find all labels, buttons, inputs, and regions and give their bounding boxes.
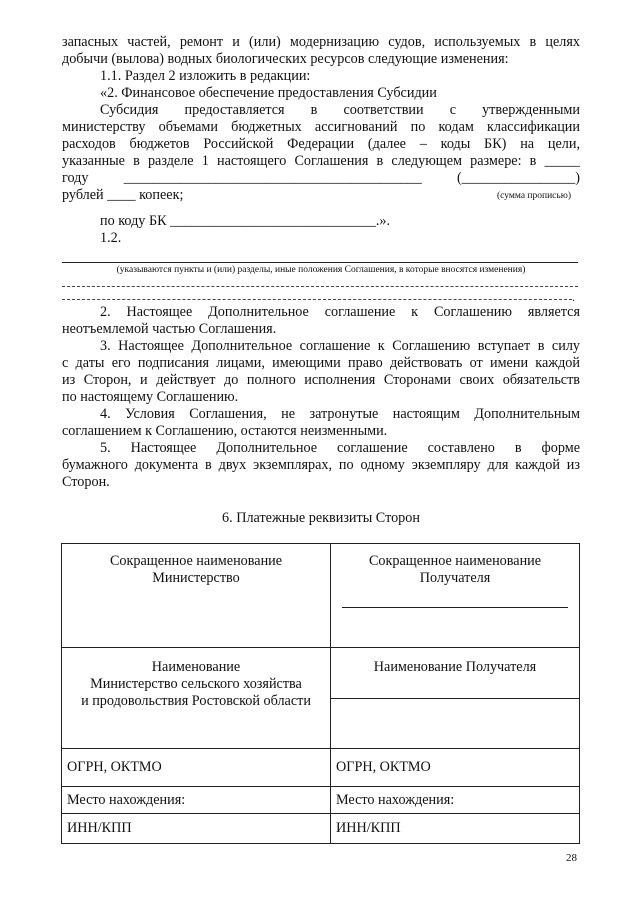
ministry-name-cell — [62, 648, 331, 749]
recipient-short-name-cell — [331, 544, 580, 648]
ogrn-oktmo-right: ОГРН, ОКТМО — [331, 749, 580, 787]
subsidy-paragraph-line: расходов бюджетов Российской Федерации (далее – коды БК) на цели, — [62, 136, 580, 152]
clause-3-line: по настоящему Соглашению. — [62, 389, 239, 405]
recipient-name-field — [331, 698, 579, 699]
ministry-name: и продовольствия Ростовской области — [81, 693, 311, 709]
table-row — [62, 544, 580, 648]
fill-in-line — [62, 286, 578, 287]
clause-4-line: 4. Условия Соглашения, не затронутые настоящим Дополнительным — [100, 406, 580, 422]
payment-details-table — [61, 543, 580, 844]
ministry-name: Министерство сельского хозяйства — [90, 676, 302, 692]
clause-1-1: 1.1. Раздел 2 изложить в редакции: — [100, 68, 311, 84]
clause-2-line: неотъемлемой частью Соглашения. — [62, 321, 277, 337]
subsidy-paragraph-line: министерству объемами бюджетных ассигнований по кодам классификации — [62, 119, 580, 135]
paragraph-intro-line: запасных частей, ремонт и (или) модернизацию судов, используемых в целях — [62, 34, 580, 50]
cell-label: Наименование — [151, 659, 241, 675]
cell-label: Получателя — [419, 570, 491, 586]
section-6-title: 6. Платежные реквизиты Сторон — [222, 510, 420, 526]
recipient-name-cell — [331, 648, 580, 749]
clause-5-line: Сторон. — [62, 474, 110, 490]
page-number: 28 — [566, 852, 577, 864]
subsidy-amount-line: году __________________________________________ (________________) — [62, 170, 580, 186]
clause-4-line: соглашением к Соглашению, остаются неизменными. — [62, 423, 388, 439]
subsidy-paragraph-line: указанные в разделе 1 настоящего Соглашения в следующем размере: в _____ — [62, 153, 580, 169]
subsidy-kopecks-line: рублей ____ копеек; — [62, 187, 184, 203]
clause-5-line: 5. Настоящее Дополнительное соглашение составлено в форме — [100, 440, 580, 456]
ministry-short-name-cell — [62, 544, 331, 648]
recipient-short-name-field — [342, 607, 568, 608]
ogrn-oktmo-left: ОГРН, ОКТМО — [62, 749, 331, 787]
clause-2-line: 2. Настоящее Дополнительное соглашение к Соглашению является — [100, 304, 580, 320]
ministry-short-name: Министерство — [152, 570, 240, 586]
cell-label: Сокращенное наименование — [109, 553, 283, 569]
fill-in-line — [62, 262, 578, 263]
cell-label: Сокращенное наименование — [368, 553, 542, 569]
location-right: Место нахождения: — [331, 787, 580, 814]
inn-kpp-left: ИНН/КПП — [62, 814, 331, 844]
table-row — [62, 787, 580, 814]
changes-note: (указываются пункты и (или) разделы, иные положения Соглашения, в которые вносятся изменения) — [116, 265, 526, 275]
clause-1-2: 1.2. — [100, 230, 122, 246]
subsidy-paragraph-line: Субсидия предоставляется в соответствии с утвержденными — [100, 102, 580, 118]
fill-in-line — [62, 299, 572, 300]
paragraph-intro-line: добычи (вылова) водных биологических ресурсов следующие изменения: — [62, 51, 509, 67]
location-left: Место нахождения: — [62, 787, 331, 814]
document-page: запасных частей, ремонт и (или) модернизацию судов, используемых в целях добычи (вылова) водных биологических ресурсов следующие изменения: 1.1. Раздел 2 изложить в редакции: «2. Финансовое обеспечение предоставления Субсидии Субсидия предоставляется в соответствии с утвержденными министерству объемами бюджетных ассигнований по кодам классификации расходов бюджетов Российской Федерации (далее – коды БК) на цели, указанные в разделе 1 настоящего Соглашения в следующем размере: в _____ году __________________________________________ (________________) рублей ____ копеек; (сумма прописью) по коду БК _____________________________.». 1.2. (указываются пункты и (или) разделы, иные положения Соглашения, в которые вносятся изменения) . 2. Настоящее Дополнительное соглашение к Соглашению является неотъемлемой частью Соглашения. 3. Настоящее Дополнительное соглашение к Соглашению вступает в силу с даты его подписания лицами, имеющими право действовать от имени каждой из Сторон, и действует до полного исполнения Сторонами своих обязательств по настоящему Соглашению. 4. Условия Соглашения, не затронутые настоящим Дополнительным соглашением к Соглашению, остаются неизменными. 5. Настоящее Дополнительное соглашение составлено в форме бумажного документа в двух экземплярах, по одному экземпляру для каждой из Сторон. 6. Платежные реквизиты Сторон Сокращенное наименование Министерство Сокращенное наименование Получателя Наименование Министерство сельского хозяйства и продовольствия Ростовской области Наименование Получателя ОГРН, ОКТМО ОГРН, ОКТМО Место нахождения: Место нахождения: ИНН/КПП ИНН/КПП 28 — [62, 34, 580, 864]
section-2-heading: «2. Финансовое обеспечение предоставления Субсидии — [100, 85, 437, 101]
amount-in-words-note: (сумма прописью) — [497, 191, 571, 201]
table-row — [62, 648, 580, 749]
inn-kpp-right: ИНН/КПП — [331, 814, 580, 844]
clause-3-line: из Сторон, и действует до полного исполнения Сторонами своих обязательств — [62, 372, 580, 388]
table-row — [62, 749, 580, 787]
bk-code-line: по коду БК _____________________________.». — [100, 213, 391, 229]
table-row — [62, 814, 580, 844]
clause-5-line: бумажного документа в двух экземплярах, по одному экземпляру для каждой из — [62, 457, 580, 473]
cell-label: Наименование Получателя — [373, 659, 537, 675]
clause-3-line: 3. Настоящее Дополнительное соглашение к Соглашению вступает в силу — [100, 338, 580, 354]
clause-3-line: с даты его подписания лицами, имеющими право действовать от имени каждой — [62, 355, 580, 371]
